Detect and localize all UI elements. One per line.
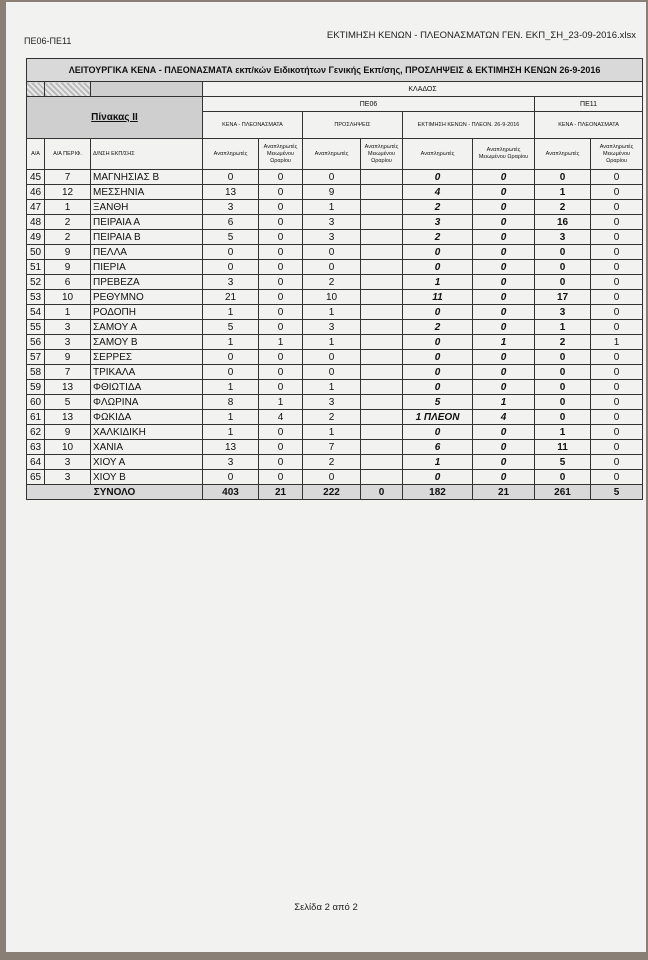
cell-c1: 0 bbox=[535, 275, 591, 290]
cell-aa: 47 bbox=[27, 200, 45, 215]
cell-c1: 0 bbox=[535, 170, 591, 185]
total-row bbox=[27, 485, 643, 500]
cell-dnsi: ΧΑΝΙΑ bbox=[91, 440, 203, 455]
table-row bbox=[27, 260, 643, 275]
cell-perif: 2 bbox=[45, 215, 91, 230]
cell-perif: 9 bbox=[45, 260, 91, 275]
cell-aa: 59 bbox=[27, 380, 45, 395]
col-aa-perif: Α/Α ΠΕΡΙΦ. bbox=[45, 139, 91, 170]
cell-k2: 0 bbox=[259, 470, 303, 485]
cell-k2: 0 bbox=[259, 215, 303, 230]
cell-c1: 0 bbox=[535, 245, 591, 260]
cell-p2 bbox=[361, 305, 403, 320]
cell-p1: 7 bbox=[303, 440, 361, 455]
cell-k1: 21 bbox=[203, 290, 259, 305]
cell-c1: 0 bbox=[535, 410, 591, 425]
cell-e1: 1 ΠΛΕΟΝ bbox=[403, 410, 473, 425]
cell-k1: 6 bbox=[203, 215, 259, 230]
table-row bbox=[27, 455, 643, 470]
table-row bbox=[27, 425, 643, 440]
table-row bbox=[27, 335, 643, 350]
table-row bbox=[27, 470, 643, 485]
cell-k2: 0 bbox=[259, 245, 303, 260]
cell-p1: 1 bbox=[303, 200, 361, 215]
cell-k1: 13 bbox=[203, 185, 259, 200]
cell-k2: 0 bbox=[259, 185, 303, 200]
cell-k1: 1 bbox=[203, 380, 259, 395]
cell-c1: 0 bbox=[535, 260, 591, 275]
cell-aa: 58 bbox=[27, 365, 45, 380]
cell-k2: 0 bbox=[259, 455, 303, 470]
cell-aa: 54 bbox=[27, 305, 45, 320]
cell-p1: 1 bbox=[303, 380, 361, 395]
cell-c2: 0 bbox=[591, 275, 643, 290]
table-body bbox=[27, 170, 643, 485]
cell-perif: 9 bbox=[45, 425, 91, 440]
cell-p1: 3 bbox=[303, 320, 361, 335]
cell-p2 bbox=[361, 470, 403, 485]
cell-c2: 0 bbox=[591, 185, 643, 200]
cell-e1: 0 bbox=[403, 305, 473, 320]
cell-p2 bbox=[361, 365, 403, 380]
cell-e2: 0 bbox=[473, 380, 535, 395]
cell-p2 bbox=[361, 410, 403, 425]
cell-e2: 0 bbox=[473, 230, 535, 245]
cell-k2: 1 bbox=[259, 335, 303, 350]
group-proslipseis: ΠΡΟΣΛΗΨΕΙΣ bbox=[303, 112, 403, 139]
cell-c2: 0 bbox=[591, 455, 643, 470]
cell-k2: 0 bbox=[259, 425, 303, 440]
cell-p1: 2 bbox=[303, 275, 361, 290]
cell-e2: 0 bbox=[473, 320, 535, 335]
cell-p1: 0 bbox=[303, 365, 361, 380]
cell-e1: 5 bbox=[403, 395, 473, 410]
cell-e2: 0 bbox=[473, 275, 535, 290]
cell-p2 bbox=[361, 350, 403, 365]
cell-e1: 11 bbox=[403, 290, 473, 305]
cell-c1: 0 bbox=[535, 395, 591, 410]
pinakas-label: Πίνακας ΙΙ bbox=[27, 97, 203, 139]
cell-perif: 2 bbox=[45, 230, 91, 245]
cell-k1: 0 bbox=[203, 260, 259, 275]
cell-aa: 49 bbox=[27, 230, 45, 245]
cell-e1: 0 bbox=[403, 260, 473, 275]
total-p2: 0 bbox=[361, 485, 403, 500]
cell-c2: 0 bbox=[591, 230, 643, 245]
cell-c2: 0 bbox=[591, 350, 643, 365]
cell-perif: 10 bbox=[45, 440, 91, 455]
cell-p1: 3 bbox=[303, 230, 361, 245]
cell-k1: 5 bbox=[203, 230, 259, 245]
cell-k1: 1 bbox=[203, 305, 259, 320]
cell-p2 bbox=[361, 260, 403, 275]
cell-k2: 0 bbox=[259, 305, 303, 320]
klados-header: ΚΛΑΔΟΣ bbox=[203, 82, 643, 97]
cell-e1: 2 bbox=[403, 320, 473, 335]
cell-c1: 2 bbox=[535, 200, 591, 215]
cell-k1: 3 bbox=[203, 455, 259, 470]
table-row bbox=[27, 380, 643, 395]
pe11-header: ΠΕ11 bbox=[535, 97, 643, 112]
cell-p2 bbox=[361, 200, 403, 215]
col-k1: Αναπληρωτές bbox=[203, 139, 259, 170]
cell-dnsi: ΠΕΙΡΑΙΑ Β bbox=[91, 230, 203, 245]
total-k1: 403 bbox=[203, 485, 259, 500]
cell-aa: 46 bbox=[27, 185, 45, 200]
cell-e1: 2 bbox=[403, 200, 473, 215]
cell-aa: 56 bbox=[27, 335, 45, 350]
cell-p2 bbox=[361, 215, 403, 230]
cell-e2: 0 bbox=[473, 290, 535, 305]
cell-e1: 0 bbox=[403, 425, 473, 440]
cell-c1: 11 bbox=[535, 440, 591, 455]
cell-c2: 0 bbox=[591, 260, 643, 275]
cell-e2: 0 bbox=[473, 260, 535, 275]
cell-p1: 0 bbox=[303, 245, 361, 260]
cell-e1: 0 bbox=[403, 365, 473, 380]
cell-e2: 1 bbox=[473, 395, 535, 410]
cell-c2: 0 bbox=[591, 395, 643, 410]
cell-p2 bbox=[361, 290, 403, 305]
cell-dnsi: ΞΑΝΘΗ bbox=[91, 200, 203, 215]
cell-c1: 3 bbox=[535, 305, 591, 320]
cell-p2 bbox=[361, 380, 403, 395]
cell-c2: 0 bbox=[591, 440, 643, 455]
cell-c2: 0 bbox=[591, 305, 643, 320]
cell-c2: 1 bbox=[591, 335, 643, 350]
cell-aa: 63 bbox=[27, 440, 45, 455]
cell-e1: 2 bbox=[403, 230, 473, 245]
table-row bbox=[27, 200, 643, 215]
cell-c1: 0 bbox=[535, 350, 591, 365]
cell-k2: 0 bbox=[259, 365, 303, 380]
total-e2: 21 bbox=[473, 485, 535, 500]
cell-c2: 0 bbox=[591, 365, 643, 380]
cell-p1: 10 bbox=[303, 290, 361, 305]
col-k2: Αναπληρωτές Μειωμένου Ωραρίου bbox=[259, 139, 303, 170]
cell-dnsi: ΦΛΩΡΙΝΑ bbox=[91, 395, 203, 410]
group-kena-pe11: ΚΕΝΑ - ΠΛΕΟΝΑΣΜΑΤΑ bbox=[535, 112, 643, 139]
cell-aa: 57 bbox=[27, 350, 45, 365]
col-p2: Αναπληρωτές Μειωμένου Ωραρίου bbox=[361, 139, 403, 170]
cell-perif: 7 bbox=[45, 170, 91, 185]
table-row bbox=[27, 245, 643, 260]
cell-dnsi: ΠΕΙΡΑΙΑ Α bbox=[91, 215, 203, 230]
cell-k1: 0 bbox=[203, 245, 259, 260]
cell-p1: 2 bbox=[303, 455, 361, 470]
table-row bbox=[27, 170, 643, 185]
cell-e2: 0 bbox=[473, 470, 535, 485]
cell-p1: 1 bbox=[303, 305, 361, 320]
cell-e2: 0 bbox=[473, 350, 535, 365]
cell-perif: 3 bbox=[45, 455, 91, 470]
cell-p2 bbox=[361, 320, 403, 335]
cell-dnsi: ΣΑΜΟΥ Β bbox=[91, 335, 203, 350]
cell-e2: 0 bbox=[473, 440, 535, 455]
cell-e2: 0 bbox=[473, 245, 535, 260]
col-e2: Αναπληρωτές Μειωμένου Ωραρίου bbox=[473, 139, 535, 170]
header-left: ΠΕ06-ΠΕ11 bbox=[24, 36, 72, 46]
cell-c2: 0 bbox=[591, 470, 643, 485]
cell-aa: 55 bbox=[27, 320, 45, 335]
cell-e1: 0 bbox=[403, 470, 473, 485]
col-e1: Αναπληρωτές bbox=[403, 139, 473, 170]
cell-p1: 2 bbox=[303, 410, 361, 425]
cell-c2: 0 bbox=[591, 200, 643, 215]
cell-p2 bbox=[361, 275, 403, 290]
group-ektimisi: ΕΚΤΙΜΗΣΗ ΚΕΝΩΝ - ΠΛΕΟΝ. 26-9-2016 bbox=[403, 112, 535, 139]
page-footer: Σελίδα 2 από 2 bbox=[294, 902, 358, 913]
cell-k2: 4 bbox=[259, 410, 303, 425]
cell-k1: 1 bbox=[203, 335, 259, 350]
cell-dnsi: ΧΙΟΥ Α bbox=[91, 455, 203, 470]
cell-p2 bbox=[361, 425, 403, 440]
hatch-cell bbox=[45, 82, 91, 97]
cell-c2: 0 bbox=[591, 290, 643, 305]
data-table bbox=[26, 58, 643, 500]
cell-p2 bbox=[361, 230, 403, 245]
cell-k1: 0 bbox=[203, 350, 259, 365]
cell-p1: 1 bbox=[303, 425, 361, 440]
cell-aa: 50 bbox=[27, 245, 45, 260]
cell-dnsi: ΧΑΛΚΙΔΙΚΗ bbox=[91, 425, 203, 440]
cell-e1: 0 bbox=[403, 245, 473, 260]
cell-c2: 0 bbox=[591, 215, 643, 230]
cell-perif: 9 bbox=[45, 350, 91, 365]
cell-dnsi: ΤΡΙΚΑΛΑ bbox=[91, 365, 203, 380]
cell-dnsi: ΦΩΚΙΔΑ bbox=[91, 410, 203, 425]
cell-c1: 2 bbox=[535, 335, 591, 350]
cell-aa: 52 bbox=[27, 275, 45, 290]
cell-c1: 5 bbox=[535, 455, 591, 470]
cell-p1: 9 bbox=[303, 185, 361, 200]
cell-c2: 0 bbox=[591, 320, 643, 335]
cell-p2 bbox=[361, 455, 403, 470]
col-dnsi: Δ/ΝΣΗ ΕΚΠ/ΣΗΣ bbox=[91, 139, 203, 170]
table-row bbox=[27, 320, 643, 335]
cell-dnsi: ΠΕΛΛΑ bbox=[91, 245, 203, 260]
cell-k1: 8 bbox=[203, 395, 259, 410]
cell-perif: 13 bbox=[45, 410, 91, 425]
table-row bbox=[27, 275, 643, 290]
cell-perif: 3 bbox=[45, 470, 91, 485]
cell-k2: 1 bbox=[259, 395, 303, 410]
col-aa: Α/Α bbox=[27, 139, 45, 170]
cell-k2: 0 bbox=[259, 275, 303, 290]
table-title: ΛΕΙΤΟΥΡΓΙΚΑ ΚΕΝΑ - ΠΛΕΟΝΑΣΜΑΤΑ εκπ/κών Ειδικοτήτων Γενικής Εκπ/σης, ΠΡΟΣΛΗΨΕΙΣ & ΕΚΤΙΜΗΣΗ ΚΕΝΩΝ 26-9-2016 bbox=[27, 59, 643, 82]
cell-e2: 0 bbox=[473, 185, 535, 200]
table-row bbox=[27, 185, 643, 200]
cell-dnsi: ΣΕΡΡΕΣ bbox=[91, 350, 203, 365]
cell-e2: 0 bbox=[473, 200, 535, 215]
header-cell bbox=[91, 82, 203, 97]
cell-e1: 1 bbox=[403, 455, 473, 470]
cell-k1: 1 bbox=[203, 410, 259, 425]
table-row bbox=[27, 305, 643, 320]
cell-c1: 1 bbox=[535, 425, 591, 440]
cell-perif: 7 bbox=[45, 365, 91, 380]
cell-dnsi: ΠΙΕΡΙΑ bbox=[91, 260, 203, 275]
cell-p2 bbox=[361, 185, 403, 200]
cell-k1: 3 bbox=[203, 275, 259, 290]
cell-perif: 5 bbox=[45, 395, 91, 410]
document-page bbox=[6, 2, 646, 952]
group-kena: ΚΕΝΑ - ΠΛΕΟΝΑΣΜΑΤΑ bbox=[203, 112, 303, 139]
cell-c2: 0 bbox=[591, 425, 643, 440]
cell-dnsi: ΜΕΣΣΗΝΙΑ bbox=[91, 185, 203, 200]
cell-perif: 9 bbox=[45, 245, 91, 260]
cell-k2: 0 bbox=[259, 230, 303, 245]
cell-c2: 0 bbox=[591, 245, 643, 260]
cell-k2: 0 bbox=[259, 260, 303, 275]
cell-k1: 0 bbox=[203, 170, 259, 185]
cell-dnsi: ΧΙΟΥ Β bbox=[91, 470, 203, 485]
cell-k2: 0 bbox=[259, 380, 303, 395]
cell-perif: 3 bbox=[45, 320, 91, 335]
cell-aa: 48 bbox=[27, 215, 45, 230]
table-row bbox=[27, 290, 643, 305]
col-c1: Αναπληρωτές bbox=[535, 139, 591, 170]
cell-aa: 62 bbox=[27, 425, 45, 440]
total-c1: 261 bbox=[535, 485, 591, 500]
col-c2: Αναπληρωτές Μειωμένου Ωραρίου bbox=[591, 139, 643, 170]
cell-p2 bbox=[361, 245, 403, 260]
cell-e1: 0 bbox=[403, 380, 473, 395]
cell-dnsi: ΣΑΜΟΥ Α bbox=[91, 320, 203, 335]
cell-p1: 0 bbox=[303, 260, 361, 275]
total-c2: 5 bbox=[591, 485, 643, 500]
cell-p2 bbox=[361, 395, 403, 410]
table-row bbox=[27, 230, 643, 245]
table-row bbox=[27, 215, 643, 230]
cell-e2: 0 bbox=[473, 170, 535, 185]
table-row bbox=[27, 440, 643, 455]
cell-c1: 3 bbox=[535, 230, 591, 245]
cell-c1: 1 bbox=[535, 185, 591, 200]
cell-aa: 64 bbox=[27, 455, 45, 470]
cell-e2: 0 bbox=[473, 305, 535, 320]
cell-k2: 0 bbox=[259, 320, 303, 335]
cell-perif: 13 bbox=[45, 380, 91, 395]
cell-k1: 13 bbox=[203, 440, 259, 455]
total-e1: 182 bbox=[403, 485, 473, 500]
cell-k2: 0 bbox=[259, 200, 303, 215]
cell-aa: 65 bbox=[27, 470, 45, 485]
table-row bbox=[27, 410, 643, 425]
cell-k1: 3 bbox=[203, 200, 259, 215]
cell-c2: 0 bbox=[591, 410, 643, 425]
cell-aa: 53 bbox=[27, 290, 45, 305]
hatch-cell bbox=[27, 82, 45, 97]
cell-k1: 5 bbox=[203, 320, 259, 335]
cell-k2: 0 bbox=[259, 350, 303, 365]
cell-aa: 51 bbox=[27, 260, 45, 275]
cell-p1: 1 bbox=[303, 335, 361, 350]
cell-c1: 17 bbox=[535, 290, 591, 305]
cell-p2 bbox=[361, 440, 403, 455]
cell-k2: 0 bbox=[259, 440, 303, 455]
cell-p1: 0 bbox=[303, 170, 361, 185]
table-row bbox=[27, 395, 643, 410]
table-row bbox=[27, 365, 643, 380]
cell-perif: 12 bbox=[45, 185, 91, 200]
cell-k2: 0 bbox=[259, 170, 303, 185]
table-row bbox=[27, 350, 643, 365]
total-p1: 222 bbox=[303, 485, 361, 500]
header-right: ΕΚΤΙΜΗΣΗ ΚΕΝΩΝ - ΠΛΕΟΝΑΣΜΑΤΩΝ ΓΕΝ. ΕΚΠ_ΣΗ_23-09-2016.xlsx bbox=[326, 30, 636, 41]
cell-dnsi: ΠΡΕΒΕΖΑ bbox=[91, 275, 203, 290]
pe06-header: ΠΕ06 bbox=[203, 97, 535, 112]
cell-p1: 3 bbox=[303, 215, 361, 230]
cell-e2: 0 bbox=[473, 425, 535, 440]
cell-dnsi: ΦΘΙΩΤΙΔΑ bbox=[91, 380, 203, 395]
cell-dnsi: ΜΑΓΝΗΣΙΑΣ Β bbox=[91, 170, 203, 185]
cell-c2: 0 bbox=[591, 380, 643, 395]
cell-p1: 3 bbox=[303, 395, 361, 410]
cell-e1: 3 bbox=[403, 215, 473, 230]
cell-k1: 0 bbox=[203, 365, 259, 380]
cell-c1: 16 bbox=[535, 215, 591, 230]
cell-c2: 0 bbox=[591, 170, 643, 185]
cell-e1: 0 bbox=[403, 335, 473, 350]
cell-k1: 0 bbox=[203, 470, 259, 485]
cell-perif: 6 bbox=[45, 275, 91, 290]
cell-aa: 61 bbox=[27, 410, 45, 425]
cell-e1: 4 bbox=[403, 185, 473, 200]
cell-c1: 0 bbox=[535, 365, 591, 380]
cell-p2 bbox=[361, 335, 403, 350]
cell-perif: 1 bbox=[45, 305, 91, 320]
cell-e2: 4 bbox=[473, 410, 535, 425]
cell-aa: 45 bbox=[27, 170, 45, 185]
cell-perif: 10 bbox=[45, 290, 91, 305]
cell-dnsi: ΡΕΘΥΜΝΟ bbox=[91, 290, 203, 305]
cell-aa: 60 bbox=[27, 395, 45, 410]
total-label: ΣΥΝΟΛΟ bbox=[27, 485, 203, 500]
cell-c1: 0 bbox=[535, 380, 591, 395]
cell-e1: 0 bbox=[403, 350, 473, 365]
cell-e2: 0 bbox=[473, 215, 535, 230]
cell-p1: 0 bbox=[303, 350, 361, 365]
cell-p2 bbox=[361, 170, 403, 185]
cell-e1: 1 bbox=[403, 275, 473, 290]
cell-e2: 0 bbox=[473, 455, 535, 470]
cell-e2: 0 bbox=[473, 365, 535, 380]
cell-perif: 1 bbox=[45, 200, 91, 215]
cell-e1: 6 bbox=[403, 440, 473, 455]
cell-c1: 0 bbox=[535, 470, 591, 485]
col-p1: Αναπληρωτές bbox=[303, 139, 361, 170]
cell-c1: 1 bbox=[535, 320, 591, 335]
cell-perif: 3 bbox=[45, 335, 91, 350]
cell-dnsi: ΡΟΔΟΠΗ bbox=[91, 305, 203, 320]
cell-p1: 0 bbox=[303, 470, 361, 485]
cell-k1: 1 bbox=[203, 425, 259, 440]
cell-e1: 0 bbox=[403, 170, 473, 185]
cell-k2: 0 bbox=[259, 290, 303, 305]
cell-e2: 1 bbox=[473, 335, 535, 350]
total-k2: 21 bbox=[259, 485, 303, 500]
